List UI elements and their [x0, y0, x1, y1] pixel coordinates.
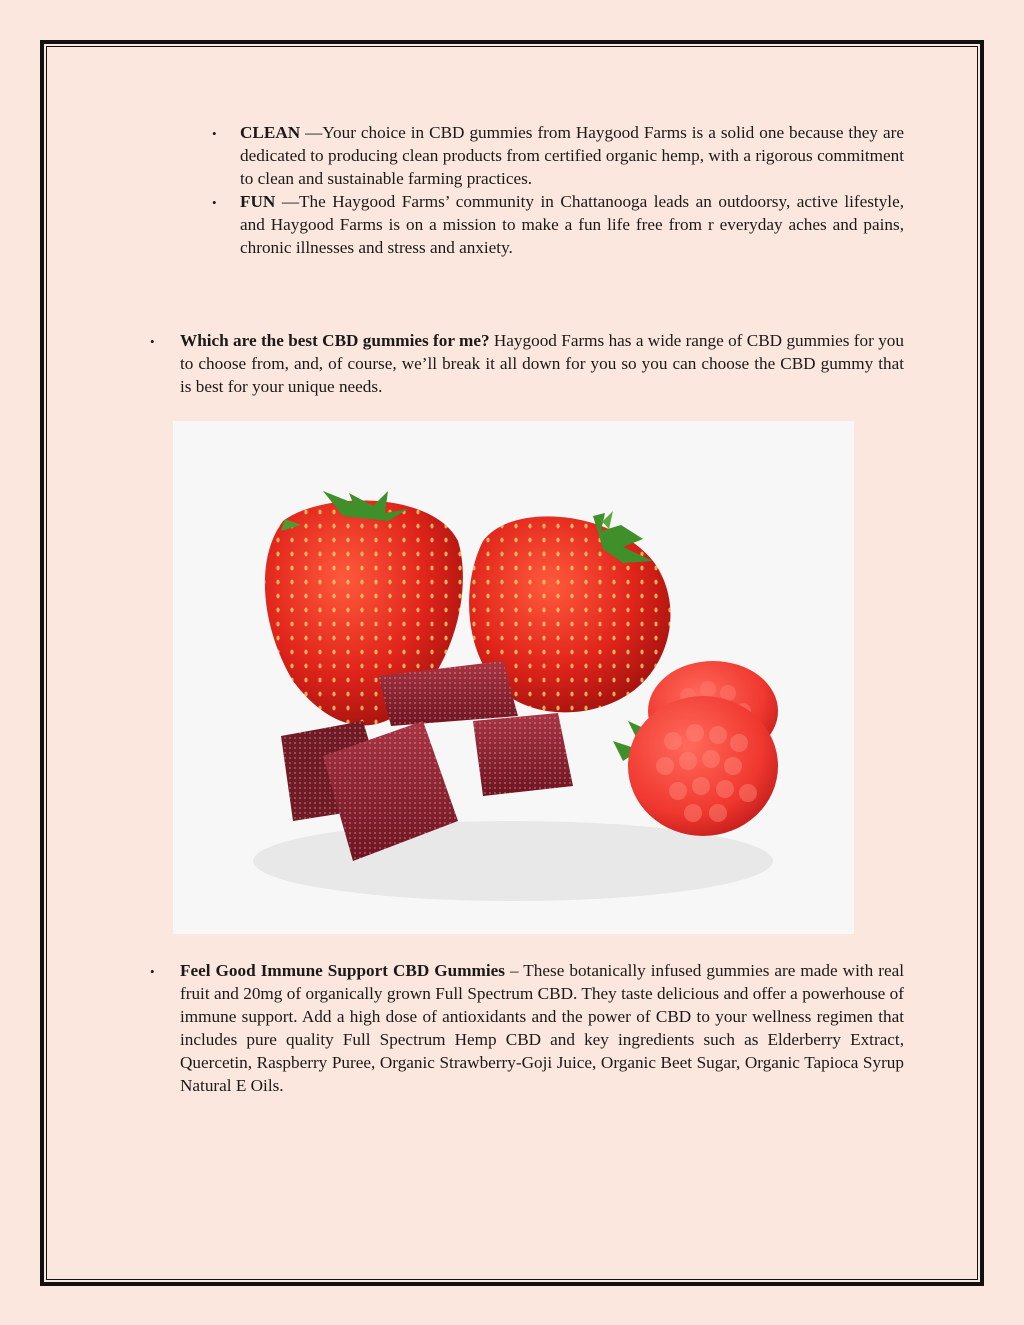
item-body: – These botanically infused gummies are made with real fruit and 20mg of organically grown Full Spectrum CBD. They taste delicious and offer a powerhouse of immune support. Add a high dose of antioxidants and the power of CBD to your wellness regimen that includes pure quality Full Spectrum Hemp CBD and key ingredients such as Elderberry Extract, Quercetin, Raspberry Puree, Organic Strawberry-Goji Juice, Organic Beet Sugar, Organic Tapioca Syrup Natural E Oils. [180, 961, 905, 1095]
item-body: —Your choice in CBD gummies from Haygood Farms is a solid one because they are dedicated to producing clean products from certified organic hemp, with a rigorous commitment to clean and sustainable farming practices. [240, 123, 904, 188]
list-item-fun [240, 190, 904, 259]
item-heading: Which are the best CBD gummies for me? [180, 331, 490, 350]
list-item-best-gummies [180, 329, 904, 398]
bullet-dot: • [150, 964, 155, 979]
bullet-dot: • [212, 126, 217, 141]
item-heading: CLEAN [240, 123, 301, 142]
item-body: Haygood Farms has a wide range of CBD gummies for you to choose from, and, of course, we’ll break it all down for you so you can choose the CBD gummy that is best for your unique needs. [180, 331, 904, 396]
bullet-dot: • [212, 195, 217, 210]
item-heading: FUN [240, 192, 276, 211]
item-body: —The Haygood Farms’ community in Chattanooga leads an outdoorsy, active lifestyle, and Haygood Farms is on a mission to make a fun life free from r everyday aches and pains, chronic illnesses and stress and anxiety. [240, 192, 904, 257]
bullet-dot: • [150, 334, 155, 349]
item-heading: Feel Good Immune Support CBD Gummies [180, 961, 505, 980]
list-item-immune-support [180, 959, 904, 1097]
gummy-cube-right [473, 713, 573, 796]
list-item-clean [240, 121, 904, 190]
gummies-strawberries-photo [173, 421, 854, 934]
